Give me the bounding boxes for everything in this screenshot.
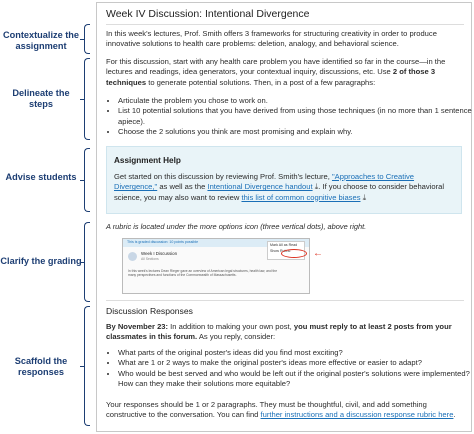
label-delineate: Delineate the steps (12, 88, 70, 109)
brace-scaffold (84, 306, 90, 426)
divider (106, 24, 464, 25)
menu-item-mark-read: Mark All as Read (270, 243, 298, 247)
list-item: • What are 1 or 2 ways to make the original poster's ideas more effective or easier to adapt? (118, 358, 473, 368)
responses-title: Discussion Responses (106, 306, 193, 316)
label-clarify: Clarify the grading (0, 256, 82, 266)
arrow-left-icon: ← (313, 248, 323, 259)
lecture-link[interactable]: "Approaches to Creative Divergence," (114, 172, 415, 192)
steps-paragraph: For this discussion, start with any health care problem you have identified so far in the course—in the lectures and readings, idea generators, your contextual inquiry, discussions, etc. Use 2 of those 3 techniques to generate potential solutions. Then, in a post of a few paragraphs: (106, 57, 446, 87)
assignment-help-title: Assignment Help (114, 156, 181, 165)
rubric-location-screenshot (122, 238, 310, 294)
highlight-ring (281, 249, 307, 258)
download-icon[interactable]: ⤓ (314, 182, 319, 192)
label-scaffold: Scaffold the responses (14, 356, 68, 377)
label-contextualize: Contextualize the assignment (2, 30, 80, 51)
steps-list (106, 96, 473, 137)
label-advise: Advise students (5, 172, 77, 182)
list-item: • Choose the 2 solutions you think are most promising and explain why. (118, 127, 473, 137)
menu-item-show-rubric: Show Rubric (270, 249, 291, 253)
assignment-help-text: Get started on this discussion by reviewing Prof. Smith's lecture, "Approaches to Creative Divergence," as well as the Intentional Divergence handout ⤓. If you choose to consider behavioral science, you may also want to review this list of common cognitive biases ⤓ (114, 172, 445, 202)
list-item: • What parts of the original poster's ideas did you find most exciting? (118, 348, 473, 358)
embedded-subtitle: All Sections (141, 257, 159, 261)
list-item: • Who would be best served and who would be left out if the original poster's solutions were implemented? How can they make their solutions more equitable? (118, 369, 473, 390)
avatar (128, 252, 137, 261)
embedded-title: Week I Discussion (141, 251, 178, 256)
responses-deadline: By November 23: In addition to making your own post, you must reply to at least 2 posts from your classmates in this forum. As you reply, consider: (106, 322, 452, 342)
response-rubric-link[interactable]: further instructions and a discussion response rubric here (260, 410, 454, 420)
list-item: • List 10 potential solutions that you have derived from using those techniques (in no more than 1 sentence apiece). (118, 106, 473, 127)
rubric-note: A rubric is located under the more options icon (three vertical dots), above right. (106, 222, 367, 231)
cognitive-biases-link[interactable]: this list of common cognitive biases (241, 192, 361, 202)
brace-advise (84, 148, 90, 212)
responses-list (106, 348, 473, 389)
brace-contextualize (84, 24, 90, 54)
divider (106, 300, 464, 301)
download-icon[interactable]: ⤓ (362, 192, 367, 202)
responses-closing: Your responses should be 1 or 2 paragraphs. They must be thoughtful, civil, and add something constructive to the conversation. You can find further instructions and a discussion response rubric here. (106, 400, 456, 420)
discussion-title: Week IV Discussion: Intentional Divergence (106, 8, 310, 20)
intro-paragraph: In this week's lectures, Prof. Smith offers 3 frameworks for structuring creativity in order to produce innovative solutions to health care problems: deletion, analogy, and behavioral science. (106, 29, 437, 49)
embedded-body: In this week's lectures Dean Rieger gave an overview of American legal structures, health law, and the many perspectives and functions of the Commonwealth of Massachusetts. (128, 269, 278, 278)
brace-clarify (84, 222, 90, 302)
brace-delineate (84, 58, 90, 140)
graded-banner-text: This is graded discussion: 10 points possible (127, 240, 199, 244)
list-item: • Articulate the problem you chose to work on. (118, 96, 473, 106)
handout-link[interactable]: Intentional Divergence handout (207, 182, 313, 192)
